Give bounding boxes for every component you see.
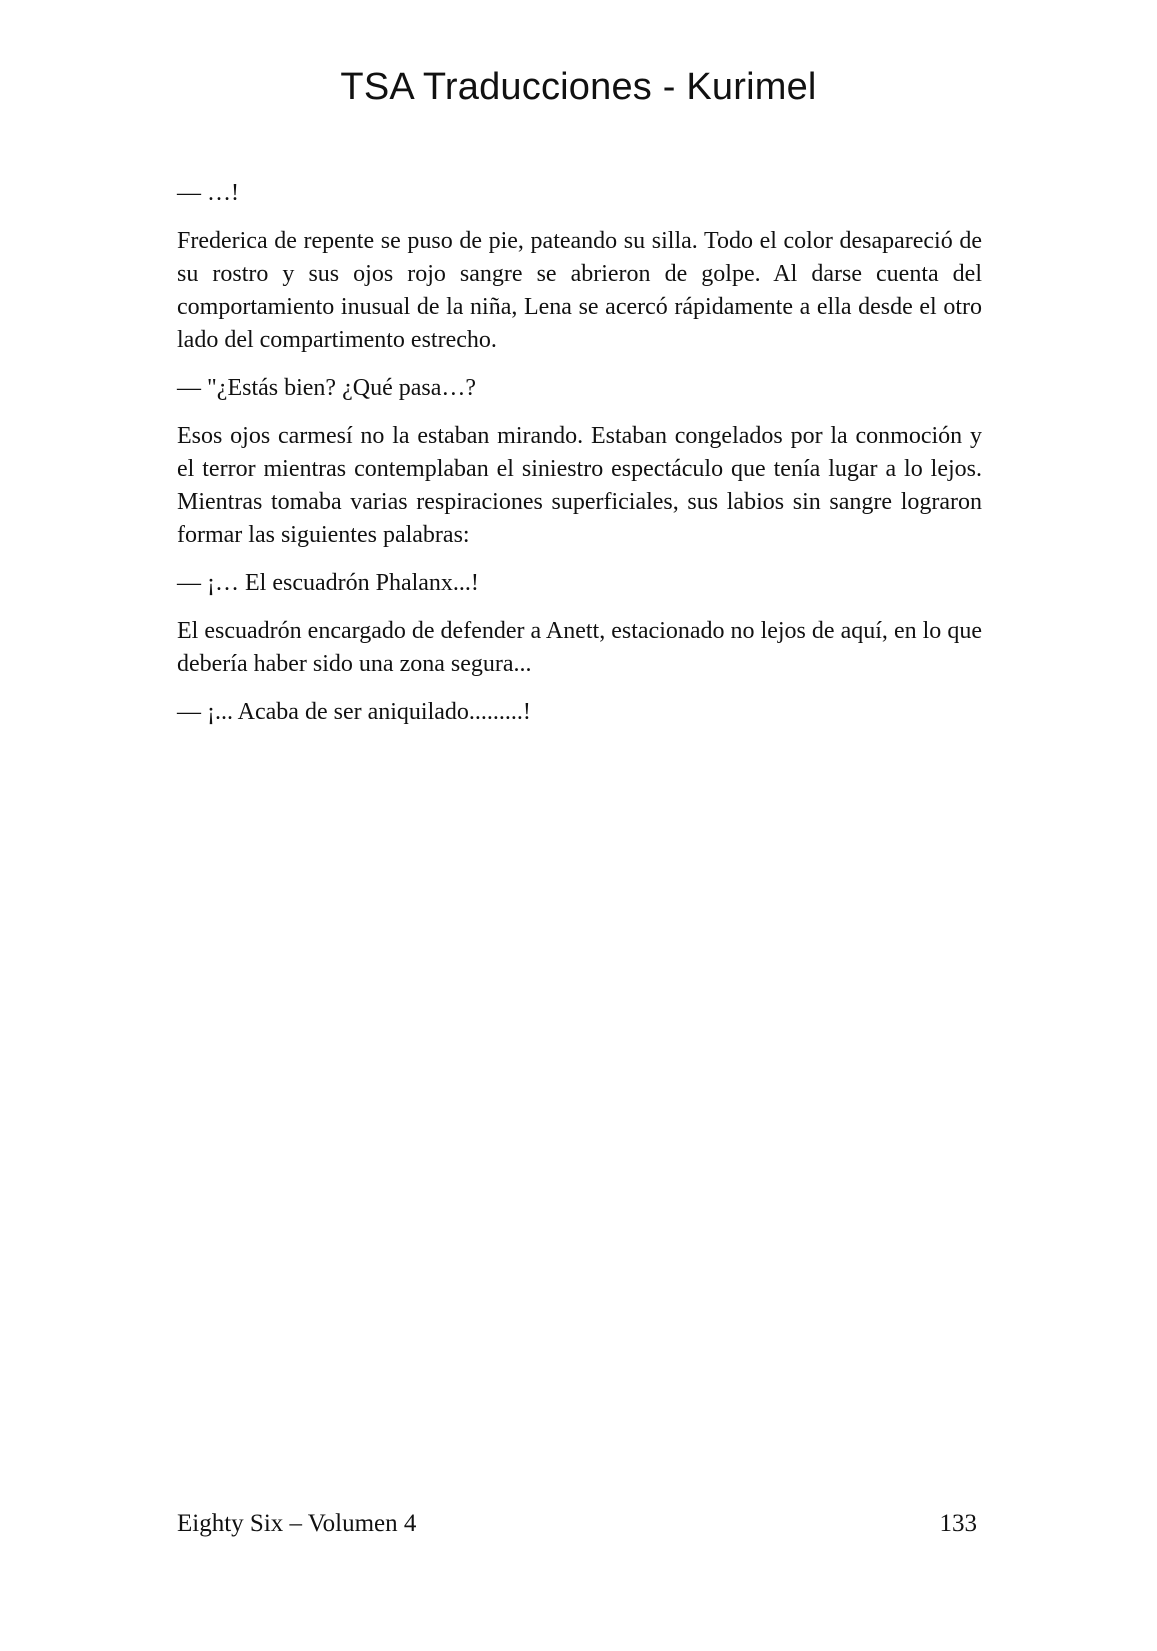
dialogue-line: — ¡... Acaba de ser aniquilado.........! bbox=[177, 699, 531, 725]
page-header-title: TSA Traducciones - Kurimel bbox=[340, 66, 817, 108]
narrative-paragraph: Frederica de repente se puso de pie, pateando su silla. Todo el color desapareció de su rostro y sus ojos rojo sangre se abrieron de golpe. Al darse cuenta del comportamiento inusual de la niña, Lena se acercó rápidamente a ella desde el otro lado del compartimento estrecho. bbox=[177, 228, 982, 353]
dialogue-line: — ¡… El escuadrón Phalanx...! bbox=[177, 570, 479, 596]
dialogue-line: — …! bbox=[177, 180, 239, 206]
dialogue-line: — "¿Estás bien? ¿Qué pasa…? bbox=[177, 375, 477, 401]
narrative-paragraph: Esos ojos carmesí no la estaban mirando. Estaban congelados por la conmoción y el terror mientras contemplaban el siniestro espectáculo que tenía lugar a lo lejos. Mientras tomaba varias respiraciones superficiales, sus labios sin sangre lograron formar las siguientes palabras: bbox=[177, 423, 982, 548]
page-number: 133 bbox=[939, 1510, 977, 1537]
narrative-paragraph: El escuadrón encargado de defender a Anett, estacionado no lejos de aquí, en lo que debería haber sido una zona segura... bbox=[177, 618, 982, 677]
page-body bbox=[177, 177, 982, 744]
footer-book-title: Eighty Six – Volumen 4 bbox=[177, 1510, 417, 1537]
